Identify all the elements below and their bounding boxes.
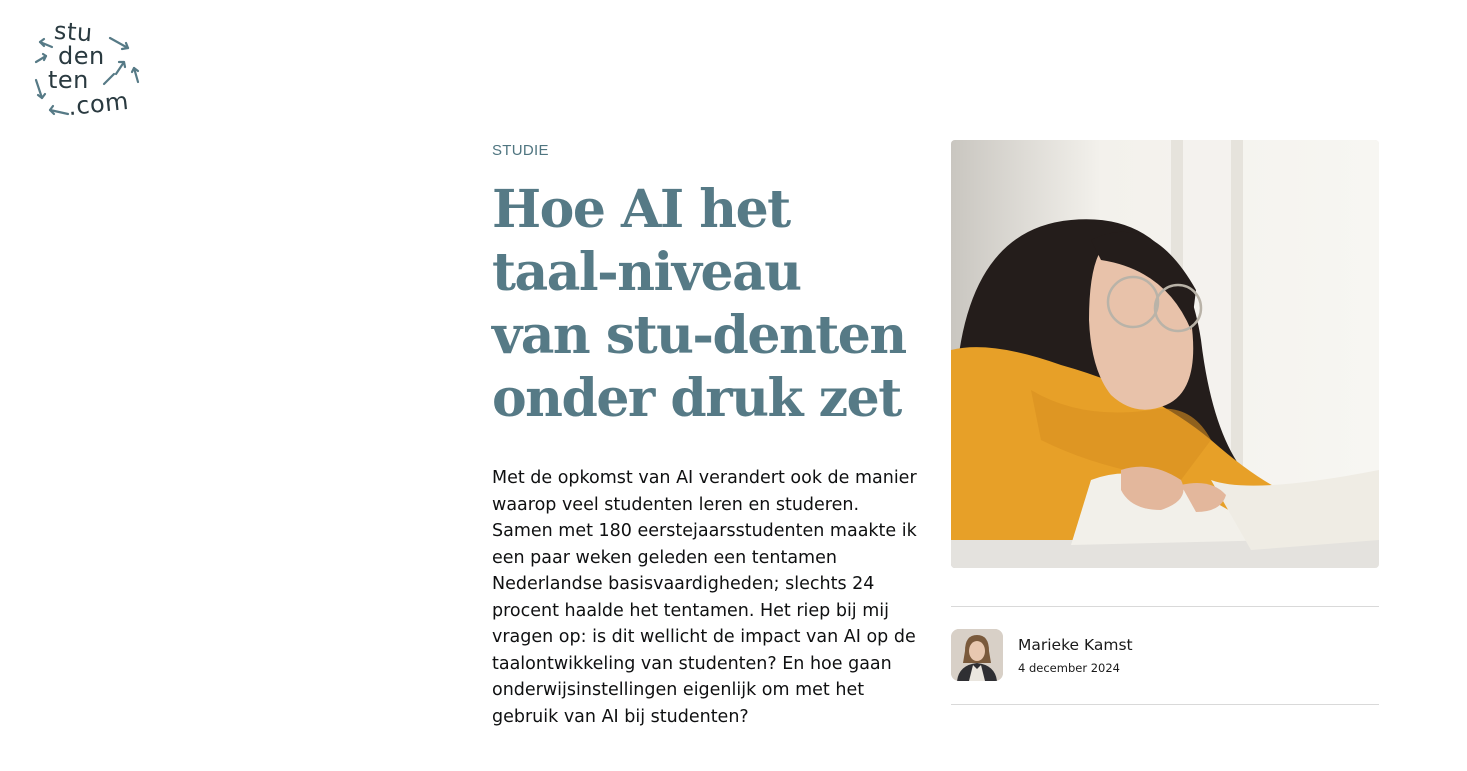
author-name[interactable]: Marieke Kamst xyxy=(1018,636,1133,654)
site-logo[interactable] xyxy=(30,18,150,128)
page-title: Hoe AI het taal-niveau van stu-denten onder druk zet xyxy=(492,179,906,429)
logo-text-line-4: .com xyxy=(66,86,131,122)
category-link[interactable]: STUDIE xyxy=(492,142,549,159)
author-divider-top xyxy=(951,606,1379,607)
logo-text-line-2: den xyxy=(58,42,105,70)
article-intro: Met de opkomst van AI verandert ook de manier waarop veel studenten leren en studeren. Samen met 180 eerstejaarsstudenten maakte ik een paar weken geleden een tentamen Nederlandse basisvaardigheden; slechts 24 procent haalde het tentamen. Het riep bij mij vragen op: is dit wellicht de impact van AI op de taalontwikkeling van studenten? En hoe gaan onderwijsinstellingen eigenlijk om met het gebruik van AI bij studenten? xyxy=(492,468,917,727)
author-divider-bottom xyxy=(951,704,1379,705)
logo-text-line-3: ten xyxy=(48,66,89,94)
hero-image xyxy=(951,140,1379,568)
author-avatar xyxy=(951,629,1003,681)
logo-text-line-1: stu xyxy=(53,16,94,48)
publish-date: 4 december 2024 xyxy=(1018,661,1120,675)
